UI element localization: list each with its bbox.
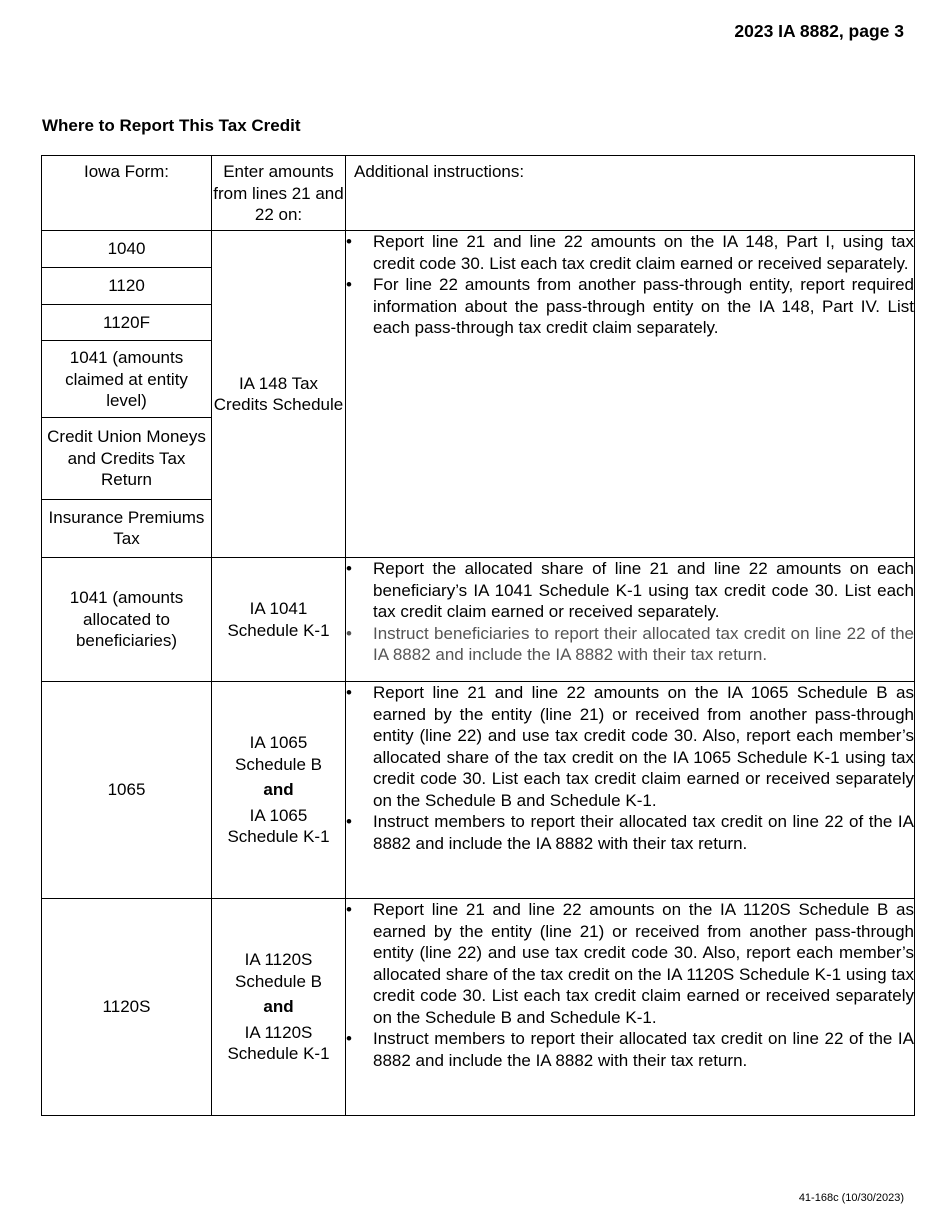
instruction-item: • For line 22 amounts from another pass-through entity, report required information about the pass-through entity on the IA 148, Part IV. List each pass-through tax credit claim separately. (346, 274, 914, 339)
form-1120: 1120 (42, 268, 211, 304)
table-row (42, 231, 915, 558)
form-list-cell (42, 231, 212, 558)
enter-ia1041-k1: IA 1041 Schedule K-1 (227, 599, 330, 640)
enter-amounts-cell (212, 558, 346, 682)
enter-ia1120s-schedule-b: IA 1120S Schedule B (235, 950, 322, 991)
table-header-row (42, 156, 915, 231)
header-additional-instructions: Additional instructions: (346, 156, 915, 231)
form-1120s: 1120S (42, 899, 212, 1116)
instruction-item: • Report line 21 and line 22 amounts on the IA 148, Part I, using tax credit code 30. List each tax credit claim earned or received separately. (346, 231, 914, 274)
form-insurance-premiums: Insurance Premiums Tax (48, 507, 205, 549)
instructions-cell (346, 899, 915, 1116)
instruction-item: • Report line 21 and line 22 amounts on the IA 1065 Schedule B as earned by the entity (line 21) or received from another pass-through entity (line 22) and use tax credit code 30. Also, report each member’s allocated share of the tax credit on the IA 1065 Schedule K-1 using tax credit code 30. List each tax credit claim earned or received separately on the Schedule B and Schedule K-1. (346, 682, 914, 811)
section-title: Where to Report This Tax Credit (42, 116, 301, 135)
instructions-cell (346, 231, 915, 558)
form-1041-beneficiaries: 1041 (amounts allocated to beneficiaries) (42, 558, 212, 682)
instructions-cell (346, 558, 915, 682)
page-header: 2023 IA 8882, page 3 (734, 21, 904, 41)
enter-ia1120s-k1: IA 1120S Schedule K-1 (227, 1022, 330, 1064)
table-row (42, 558, 915, 682)
header-iowa-form: Iowa Form: (42, 156, 212, 231)
instructions-cell (346, 682, 915, 899)
instruction-item: • Report line 21 and line 22 amounts on the IA 1120S Schedule B as earned by the entity (line 21) or received from another pass-through entity (line 22) and use tax credit code 30. Also, report each member’s allocated share of the tax credit on the IA 1120S Schedule K-1 using tax credit code 30. List each tax credit claim earned or received separately on the Schedule B and Schedule K-1. (346, 899, 914, 1028)
table-row (42, 682, 915, 899)
form-1120f: 1120F (42, 305, 211, 341)
enter-ia1065-schedule-b: IA 1065 Schedule B (235, 733, 322, 774)
enter-amounts-cell (212, 682, 346, 899)
form-credit-union: Credit Union Moneys and Credits Tax Return (42, 418, 211, 500)
enter-amounts-cell (212, 231, 346, 558)
table-row (42, 899, 915, 1116)
and-connector: and (263, 780, 294, 800)
and-connector: and (263, 997, 294, 1017)
form-code-footer: 41-168c (10/30/2023) (798, 1192, 904, 1204)
form-1065: 1065 (42, 682, 212, 899)
instruction-item: • Instruct members to report their allocated tax credit on line 22 of the IA 8882 and include the IA 8882 with their tax return. (346, 1028, 914, 1071)
instruction-item: • Report the allocated share of line 21 and line 22 amounts on each beneficiary’s IA 1041 Schedule K-1 using tax credit code 30. List each tax credit claim earned or received separately. (346, 558, 914, 623)
where-to-report-table (41, 155, 915, 1116)
form-1040: 1040 (42, 231, 211, 268)
enter-ia1065-k1: IA 1065 Schedule K-1 (227, 805, 330, 847)
enter-amounts-cell (212, 899, 346, 1116)
instruction-item: • Instruct members to report their allocated tax credit on line 22 of the IA 8882 and include the IA 8882 with their tax return. (346, 811, 914, 854)
enter-ia148: IA 148 Tax Credits Schedule (213, 373, 344, 414)
instruction-item: • Instruct beneficiaries to report their allocated tax credit on line 22 of the IA 8882 and include the IA 8882 with their tax return. (346, 623, 914, 666)
form-1041-entity: 1041 (amounts claimed at entity level) (42, 341, 211, 418)
header-enter-amounts: Enter amounts from lines 21 and 22 on: (212, 156, 346, 231)
